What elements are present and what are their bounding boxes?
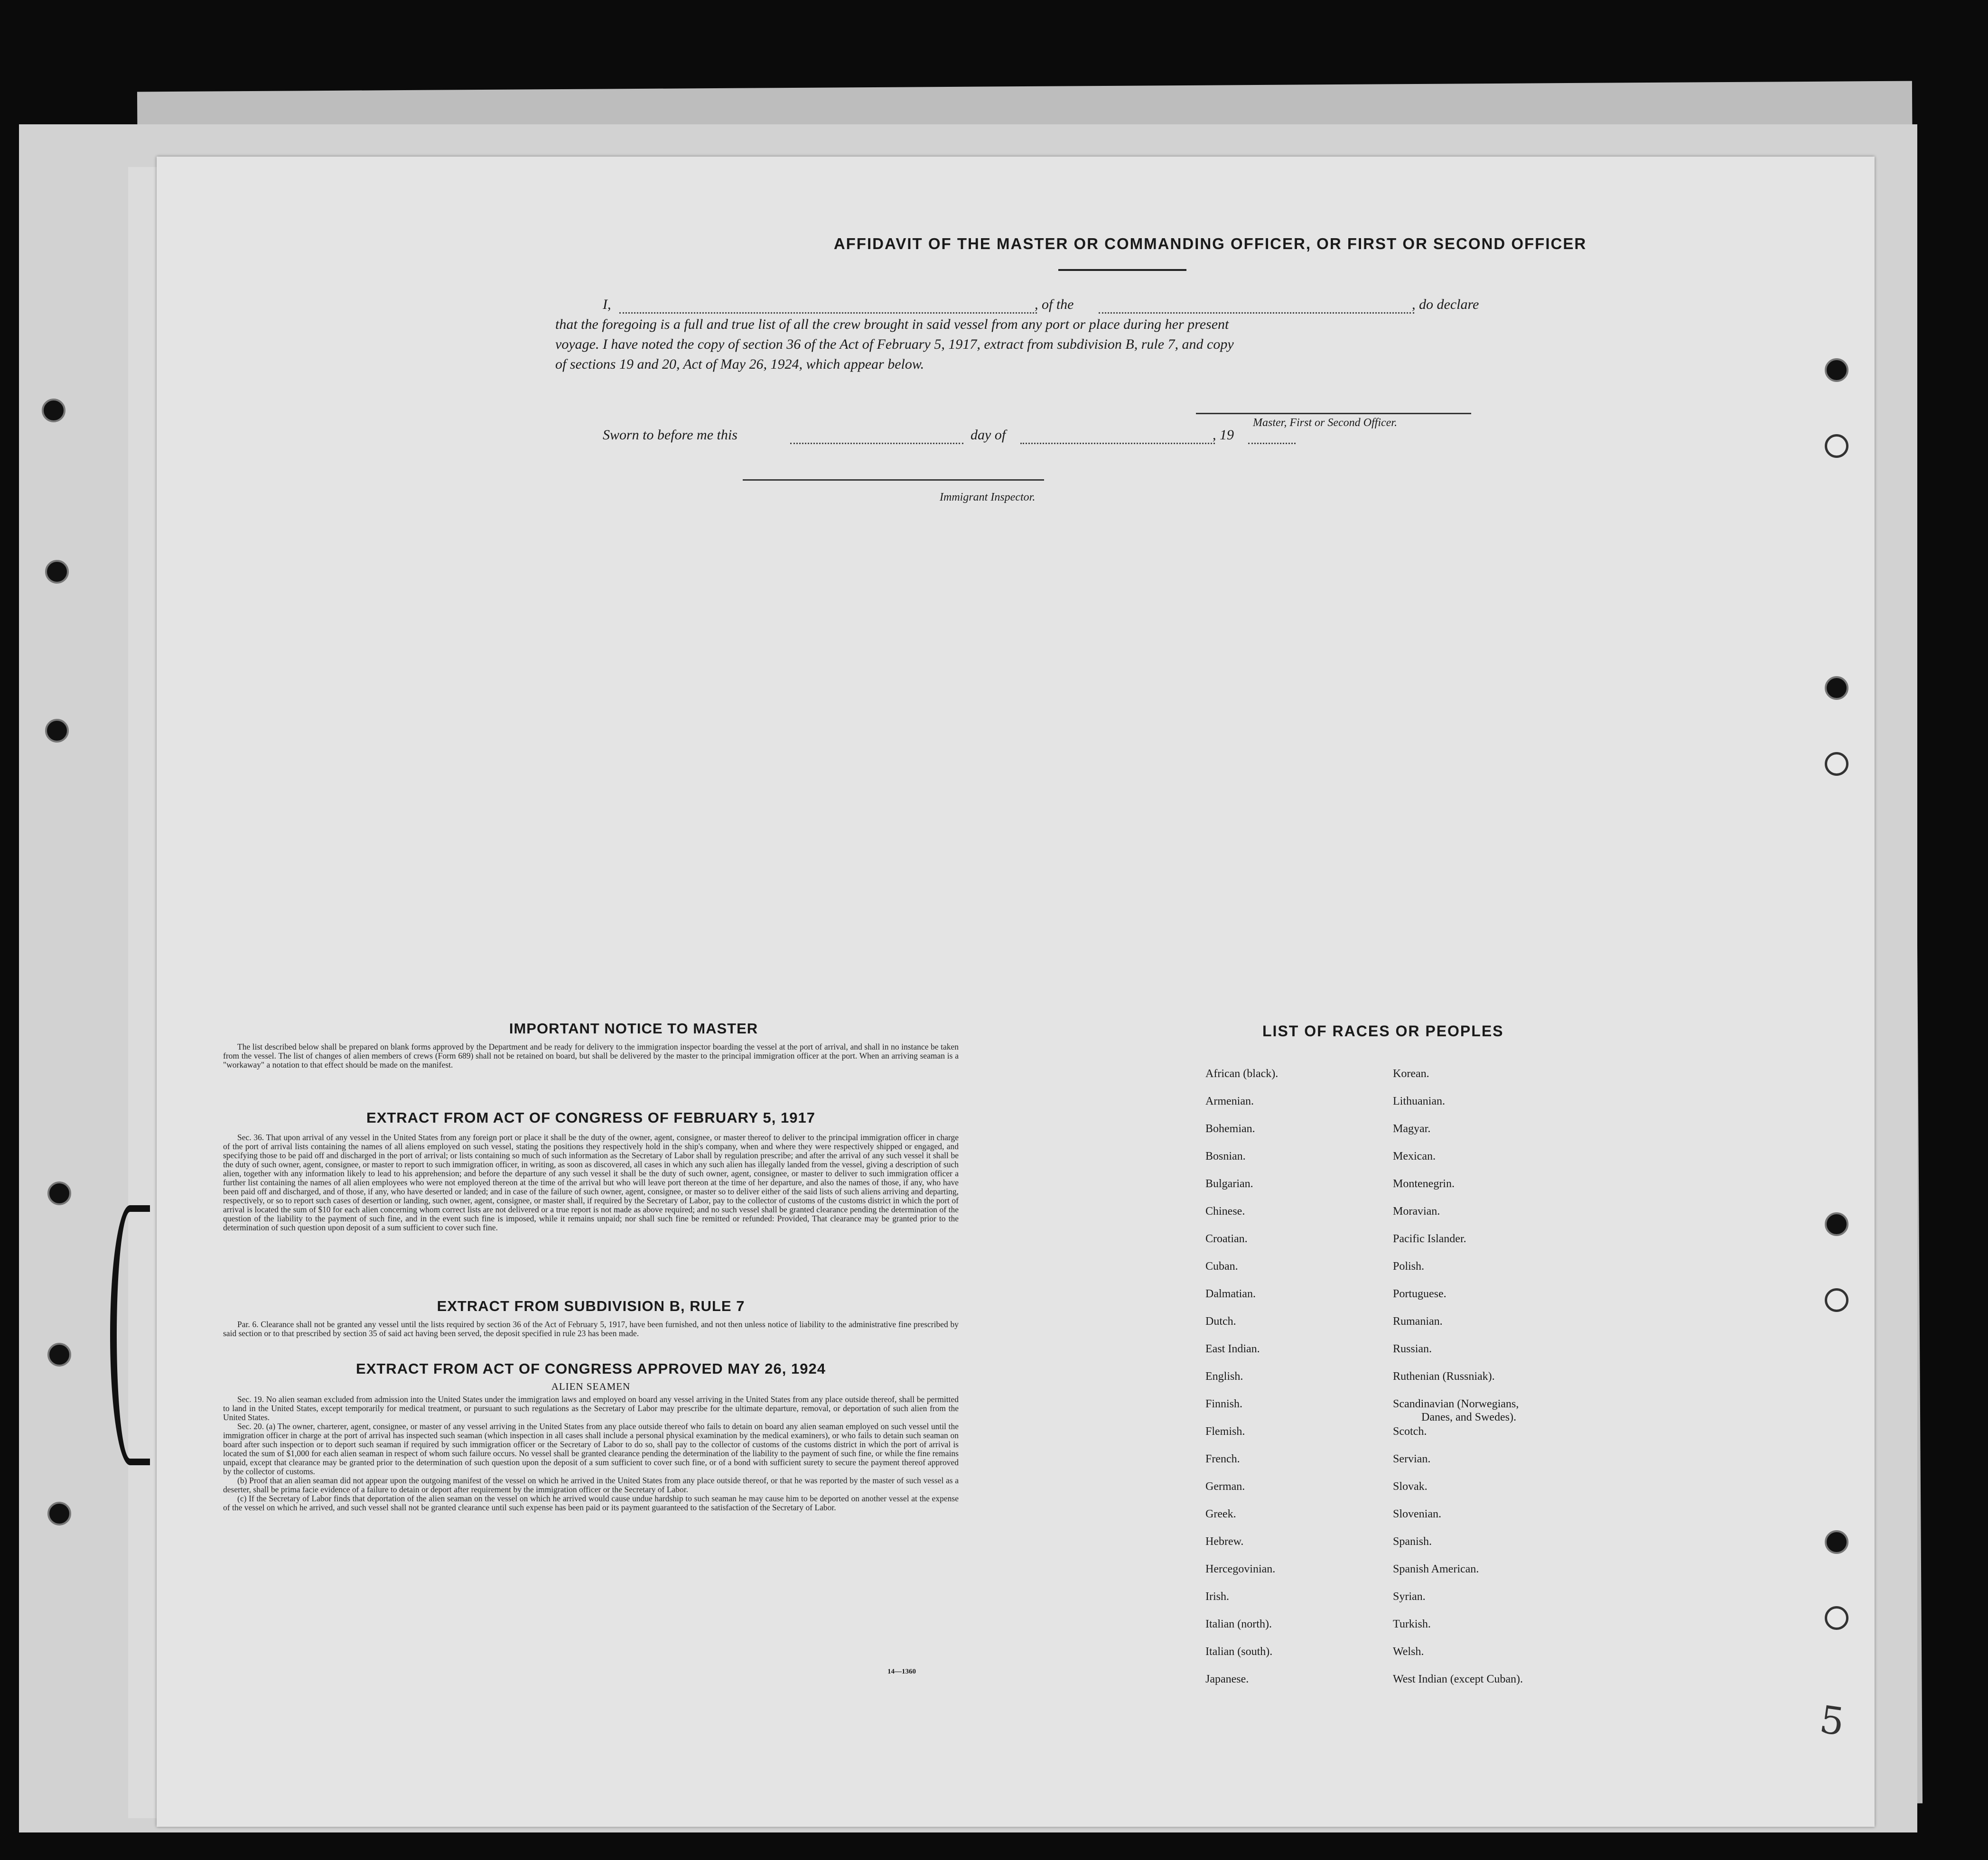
- race-item: Mexican.: [1393, 1150, 1436, 1162]
- race-item: Italian (north).: [1205, 1618, 1272, 1630]
- affidavit-i: I,: [603, 297, 611, 312]
- binder-ring-icon: [110, 1205, 150, 1465]
- vessel-name-field[interactable]: [1099, 312, 1414, 314]
- sworn-year-field[interactable]: [1248, 443, 1296, 444]
- title-underline: [1058, 269, 1186, 271]
- race-item: Polish.: [1393, 1260, 1425, 1273]
- race-item: Rumanian.: [1393, 1315, 1443, 1328]
- punch-hole-icon: [1825, 676, 1848, 700]
- inspector-label: Immigrant Inspector.: [940, 491, 1036, 503]
- handwritten-page-number: 5: [1817, 1697, 1848, 1745]
- punch-hole-icon: [1825, 1606, 1848, 1630]
- race-item: French.: [1205, 1453, 1240, 1465]
- race-item: Italian (south).: [1205, 1646, 1273, 1658]
- punch-hole-icon: [1825, 434, 1848, 458]
- race-item: Bosnian.: [1205, 1150, 1246, 1162]
- year-prefix: , 19: [1213, 427, 1234, 443]
- race-item: Dalmatian.: [1205, 1288, 1256, 1300]
- race-item: Magyar.: [1393, 1123, 1431, 1135]
- affidavit-line-4: of sections 19 and 20, Act of May 26, 1924, which appear below.: [555, 356, 924, 372]
- race-item: Spanish.: [1393, 1535, 1432, 1548]
- race-item: East Indian.: [1205, 1343, 1260, 1355]
- binder-hole-icon: [47, 1181, 71, 1205]
- binder-hole-icon: [45, 719, 69, 743]
- alien-seamen-subtitle: ALIEN SEAMEN: [551, 1381, 631, 1392]
- race-item: Moravian.: [1393, 1205, 1440, 1218]
- race-item: Welsh.: [1393, 1646, 1424, 1658]
- extract-rule7-title: EXTRACT FROM SUBDIVISION B, RULE 7: [437, 1298, 745, 1314]
- race-item: Chinese.: [1205, 1205, 1245, 1218]
- race-item: Bohemian.: [1205, 1123, 1255, 1135]
- race-item: Dutch.: [1205, 1315, 1236, 1328]
- race-item: Irish.: [1205, 1590, 1229, 1603]
- race-item: Scotch.: [1393, 1425, 1427, 1438]
- sworn-label: Sworn to before me this: [603, 427, 737, 443]
- affidavit-of-the: , of the: [1035, 297, 1074, 312]
- race-item: Armenian.: [1205, 1095, 1254, 1107]
- race-item: Pacific Islander.: [1393, 1233, 1466, 1245]
- race-item: Cuban.: [1205, 1260, 1238, 1273]
- extract-1917-text: Sec. 36. That upon arrival of any vessel in the United States from any foreign port or place it shall be the duty of the owner, agent, consignee, or master thereof to deliver to the principal immigration officer in charge of the port of arrival lists containing the names of all aliens employed on such vessel, stating the positions they respectively hold in the ship's company, when and where they were respectively shipped or engaged, and specifying those to be paid off and discharged in the port of arrival; or lists containing so much of such information as the Secretary of Labor shall by regulation prescribe; and after the arrival of any such vessel it shall be the duty of such owner, agent, consignee, or master to report to such immigration officer, in writing, as soon as discovered, all cases in which any such alien has illegally landed from the vessel, giving a description of such alien, together with any information likely to lead to his apprehension; and before the departure of any such vessel it shall be the duty of such owner, agent, consignee, or master to deliver to such immigration officer a further list containing the names of all alien employees who were not employed thereon at the time of the arrival but who will leave port thereon at the time of her departure, and also the names of those, if any, who have been paid off and discharged, and of those, if any, who have deserted or landed; and in case of the failure of such owner, agent, consignee, or master so to deliver either of the said lists of such aliens arriving and departing, respectively, or so to report such cases of desertion or landing, such owner, agent, consignee, or master shall, if required by the Secretary of Labor, pay to the collector of customs of the customs district in which the port of arrival is located the sum of $10 for each alien concerning whom correct lists are not delivered or a true report is not made as above required; and no such vessel shall be granted clearance pending the determination of the question of the liability to the payment of such fine, and in the event such fine is imposed, while it remains unpaid; nor shall such fine be remitted or refunded: Provided, That clearance may be granted prior to the determination of such question upon deposit of a sum sufficient to cover such fine.: [223, 1133, 959, 1232]
- affidavit-line-2: that the foregoing is a full and true list of all the crew brought in said vessel from any port or place during her present: [555, 316, 1229, 332]
- race-item: Slovenian.: [1393, 1508, 1441, 1520]
- race-item: Flemish.: [1205, 1425, 1245, 1438]
- master-name-field[interactable]: [619, 312, 1037, 314]
- race-item: Korean.: [1393, 1068, 1429, 1080]
- binder-hole-icon: [47, 1502, 71, 1525]
- affidavit-title: AFFIDAVIT OF THE MASTER OR COMMANDING OFFICER, OR FIRST OR SECOND OFFICER: [833, 235, 1587, 252]
- binder-hole-icon: [47, 1343, 71, 1367]
- race-item: Montenegrin.: [1393, 1178, 1455, 1190]
- race-item: Turkish.: [1393, 1618, 1431, 1630]
- punch-hole-icon: [1825, 358, 1848, 382]
- races-list-title: LIST OF RACES OR PEOPLES: [1262, 1023, 1504, 1040]
- day-of-label: day of: [971, 427, 1006, 443]
- race-item: Croatian.: [1205, 1233, 1248, 1245]
- race-item: Scandinavian (Norwegians,: [1393, 1398, 1519, 1410]
- race-item-scandinavian-cont: Danes, and Swedes).: [1421, 1411, 1516, 1423]
- race-item: Greek.: [1205, 1508, 1236, 1520]
- binder-hole-icon: [45, 560, 69, 584]
- race-item: Lithuanian.: [1393, 1095, 1445, 1107]
- section-20a-text: Sec. 20. (a) The owner, charterer, agent, consignee, or master of any vessel arriving in the United States from any place outside thereof who fails to detain on board any alien seaman employed on such vessel until the immigration officer in charge at the port of arrival has inspected such seaman (which inspection in all cases shall include a personal physical examination by the medical examiners), or who fails to detain such seaman on board after such inspection or to deport such seaman if required by such immigration officer or the Secretary of Labor to do so, shall pay to the collector of customs of the customs district in which the port of arrival is located the sum of $1,000 for each alien seaman in respect of whom such failure occurs. No vessel shall be granted clearance pending the determination of the liability to the payment of such fine, or while the fine remains unpaid, except that clearance may be granted prior to the determination of such question upon the deposit of a sum sufficient to cover such fine, or of a bond with sufficient surety to secure the payment thereof approved by the collector of customs.: [223, 1422, 959, 1476]
- binder-hole-icon: [42, 399, 65, 422]
- race-item: West Indian (except Cuban).: [1393, 1673, 1523, 1685]
- race-item: Russian.: [1393, 1343, 1432, 1355]
- master-signature-label: Master, First or Second Officer.: [1253, 417, 1397, 429]
- race-item: Servian.: [1393, 1453, 1431, 1465]
- section-19-text: Sec. 19. No alien seaman excluded from admission into the United States under the immigration laws and employed on board any vessel arriving in the United States from any place outside thereof, shall be permitted to land in the United States, except temporarily for medical treatment, or pursuant to such regulations as the Secretary of Labor may prescribe for the ultimate departure, removal, or deportation of such alien from the United States.: [223, 1395, 959, 1422]
- extract-rule7-text: Par. 6. Clearance shall not be granted any vessel until the lists required by section 36 of the Act of February 5, 1917, have been furnished, and not then unless notice of liability to the administrative fine prescribed by said section or to that prescribed by section 35 of said act having been served, the deposit specified in rule 23 has been made.: [223, 1320, 959, 1338]
- sworn-month-field[interactable]: [1020, 443, 1215, 444]
- race-item: Hebrew.: [1205, 1535, 1244, 1548]
- race-item: Spanish American.: [1393, 1563, 1479, 1575]
- inspector-signature-line[interactable]: [743, 479, 1044, 481]
- race-item: German.: [1205, 1480, 1245, 1493]
- race-item: Finnish.: [1205, 1398, 1243, 1410]
- section-20c-text: (c) If the Secretary of Labor finds that deportation of the alien seaman on the vessel on which he arrived would cause undue hardship to such seaman he may cause him to be deported on another vessel at the expense of the vessel on which he arrived, and such vessel shall not be granted clearance until such expense has been paid or its payment guaranteed to the satisfaction of the Secretary of Labor.: [223, 1494, 959, 1512]
- affidavit-do-declare: , do declare: [1412, 297, 1479, 312]
- race-item: Syrian.: [1393, 1590, 1426, 1603]
- race-item: Hercegovinian.: [1205, 1563, 1276, 1575]
- race-item: Ruthenian (Russniak).: [1393, 1370, 1495, 1383]
- punch-hole-icon: [1825, 1212, 1848, 1236]
- section-20b-text: (b) Proof that an alien seaman did not appear upon the outgoing manifest of the vessel on which he arrived in the United States from any place outside thereof, or that he was reported by the master of such vessel as a deserter, shall be prima facie evidence of a failure to detain or deport after requirement by the immigration officer or the Secretary of Labor.: [223, 1476, 959, 1494]
- extract-1917-title: EXTRACT FROM ACT OF CONGRESS OF FEBRUARY 5, 1917: [366, 1109, 815, 1126]
- extract-1924-title: EXTRACT FROM ACT OF CONGRESS APPROVED MAY 26, 1924: [356, 1360, 826, 1377]
- race-item: Slovak.: [1393, 1480, 1428, 1493]
- race-item: Bulgarian.: [1205, 1178, 1253, 1190]
- extract-1924-text: [223, 1395, 959, 1512]
- sworn-day-field[interactable]: [790, 443, 963, 444]
- punch-hole-icon: [1825, 1288, 1848, 1312]
- notice-text: The list described below shall be prepared on blank forms approved by the Department and be ready for delivery to the immigration inspector boarding the vessel at the port of arrival, and shall in no instance be taken from the vessel. The list of changes of alien members of crews (Form 689) shall not be retained on board, but shall be delivered by the master to the principal immigration officer at the port. When an arriving seaman is a "workaway" a notation to that effect should be made on the manifest.: [223, 1042, 959, 1070]
- master-signature-line[interactable]: [1196, 413, 1471, 414]
- affidavit-line-3: voyage. I have noted the copy of section 36 of the Act of February 5, 1917, extract from subdivision B, rule 7, and copy: [555, 336, 1234, 352]
- punch-hole-icon: [1825, 1530, 1848, 1554]
- race-item: African (black).: [1205, 1068, 1279, 1080]
- race-item: English.: [1205, 1370, 1243, 1383]
- form-number: 14—1360: [887, 1668, 916, 1675]
- crew-list-page: [157, 157, 1875, 1827]
- punch-hole-icon: [1825, 752, 1848, 776]
- race-item: Portuguese.: [1393, 1288, 1447, 1300]
- race-item: Japanese.: [1205, 1673, 1249, 1685]
- notice-title: IMPORTANT NOTICE TO MASTER: [509, 1020, 758, 1037]
